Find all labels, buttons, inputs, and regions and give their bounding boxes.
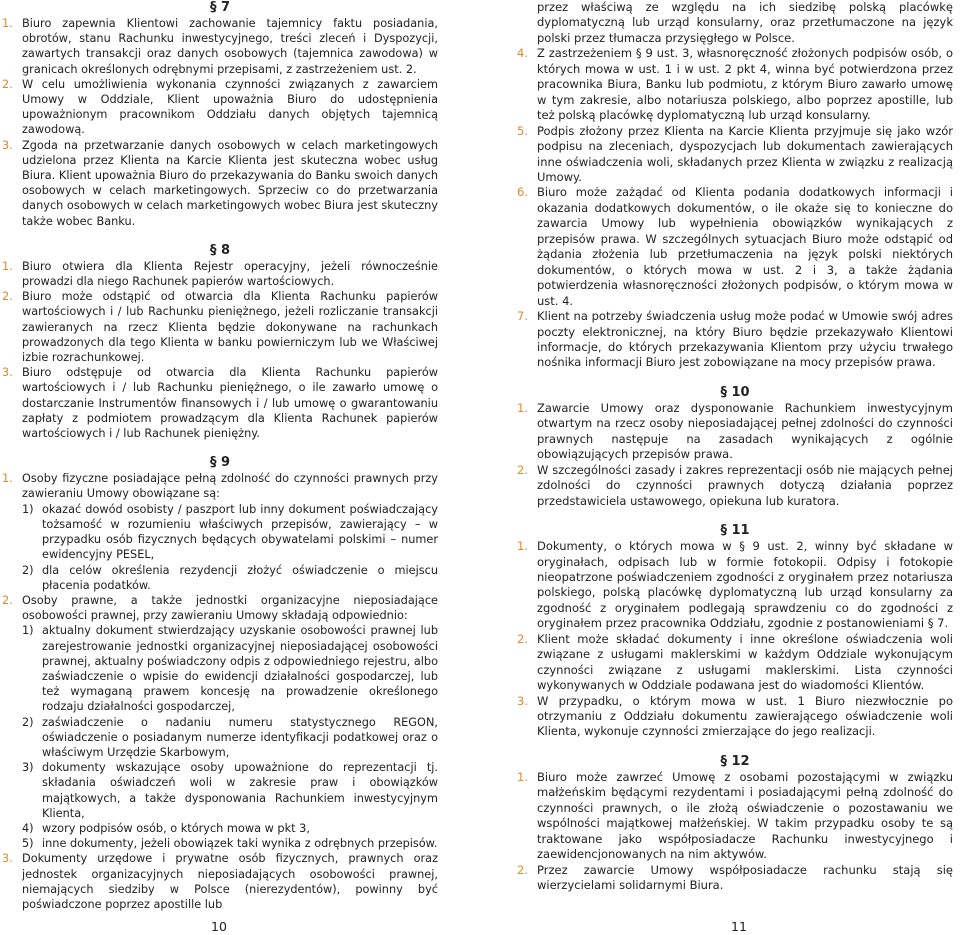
section-title-8: § 8 (209, 242, 231, 258)
s9-item-1-sub-2: 2) dla celów określenia rezydencji złożyć oświadczenie o miejscu płacenia podatków. (22, 563, 438, 592)
s9-item-3: 3. Dokumenty urzędowe i prywatne osób fizycznych, prawnych oraz jednostek organizacyjnych nieposiadających osobowości prawnej, niemających siedziby w Polsce (nierezydentów), powinny być poświadczone poprzez apostille lub (2, 852, 438, 911)
s9-item-3-continued: przez właściwą ze względu na ich siedzibę polską placówkę dyplomatyczną lub urząd konsularny, oraz przetłumaczone na język polski przez tłumacza przysięgłego w Polsce. (537, 0, 953, 45)
section-title-12: § 12 (720, 753, 750, 769)
s12-item-2: 2. Przez zawarcie Umowy współposiadacze rachunku stają się wierzycielami solidarnymi Biura. (517, 862, 953, 893)
section-title-10: § 10 (720, 384, 750, 400)
page-number-right: 11 (731, 919, 747, 934)
s9-item-2-sub-2: 2) zaświadczenie o nadaniu numeru statystycznego REGON, oświadczenie o posiadanym numerze identyfikacji podatkowej oraz o właściwym Urzędzie Skarbowym, (22, 715, 438, 759)
s9-item-2-sub-3: 3) dokumenty wskazujące osoby upoważnione do reprezentacji tj. składania oświadczeń woli w zakresie praw i obowiązków majątkowych, a także dysponowania Rachunkiem inwestycyjnym Klienta, (22, 761, 438, 820)
s8-item-3: 3. Biuro odstępuje od otwarcia dla Klienta Rachunku papierów wartościowych i / lub Rachunku pieniężnego, o ile zawarło umowę o dostarczanie Instrumentów finansowych i / lub umowę o gwarantowaniu zapłaty z podmiotem prowadzącym dla Klienta Rachunek papierów wartościowych i / lub Rachunek pieniężny. (2, 366, 438, 441)
s9-item-1: 1. Osoby fizyczne posiadające pełną zdolność do czynności prawnych przy zawieraniu Umowy obowiązane są: (2, 472, 438, 501)
s12-item-1: 1. Biuro może zawrzeć Umowę z osobami pozostającymi w związku małżeńskim będącymi rezydentami i posiadającymi pełną zdolność do czynności prawnych, o ile złożą oświadczenie o pozostawaniu we wspólności majątkowej małżeńskiej. W takim przypadku osoby te są traktowane jako współposiadacze Rachunku inwestycyjnego i zaewidencjonowanych na nim aktywów. (517, 769, 953, 862)
s9-item-1-sub-1: 1) okazać dowód osobisty / paszport lub inny dokument poświadczający tożsamość w rozumieniu właściwych przepisów, zawierający – w przypadku osób fizycznych będących obywatelami polskimi – numer ewidencyjny PESEL, (22, 502, 438, 562)
s9-item-4: 4. Z zastrzeżeniem § 9 ust. 3, własnoręczność złożonych podpisów osób, o których mowa w ust. 1 i w ust. 2 pkt 4, winna być potwierdzona przez pracownika Biura, Banku lub podmiotu, z którym Biuro zawarło umowę w tym zakresie, albo notariusza polskiego, albo poprzez apostille, lub też polską placówkę dyplomatyczną lub urząd konsularny. (517, 46, 953, 123)
s11-item-3: 3. W przypadku, o którym mowa w ust. 1 Biuro niezwłocznie po otrzymaniu z Oddziału dokumentu zawierającego oświadczenie woli Klienta, wykonuje czynności zmierzające do jego realizacji. (517, 693, 953, 739)
s7-item-3: 3. Zgoda na przetwarzanie danych osobowych w celach marketingowych udzielona przez Klienta na Karcie Klienta jest skuteczna wobec usług Biura. Klient upoważnia Biuro do przekazywania do Banku swoich danych osobowych w celach marketingowych. Sprzeciw co do przetwarzania danych osobowych w celach marketingowych wobec Biura jest skuteczny także wobec Banku. (2, 138, 438, 228)
s9-item-2: 2. Osoby prawne, a także jednostki organizacyjne nieposiadające osobowości prawnej, przy zawieraniu Umowy składają odpowiednio: (2, 593, 438, 623)
s7-item-1: 1. Biuro zapewnia Klientowi zachowanie tajemnicy faktu posiadania, obrotów, stanu Rachunku inwestycyjnego, treści zleceń i Dyspozycji, zawartych transakcji oraz danych osobowych (tajemnica zawodowa) w granicach określonych odrębnymi przepisami, z zastrzeżeniem ust. 2. (2, 17, 438, 76)
s9-item-2-sub-1: 1) aktualny dokument stwierdzający uzyskanie osobowości prawnej lub zarejestrowanie jednostki organizacyjnej nieposiadającej osobowości prawnej, aktualny poświadczony odpis z odpowiedniego rejestru, albo zaświadczenie o wpisie do ewidencji działalności gospodarczej, lub też wymaganą prawem koncesję na prowadzenie określonego rodzaju działalności gospodarczej, (22, 624, 438, 714)
s9-item-6: 6. Biuro może zażądać od Klienta podania dodatkowych informacji i okazania dodatkowych dokumentów, o ile okaże się to konieczne do zawarcia Umowy lub wypełnienia obowiązków wynikających z przepisów prawa. W szczególnych sytuacjach Biuro może odstąpić od żądania złożenia lub przetłumaczenia na język polski niektórych dokumentów, o których mowa w ust. 2 i 3, a także żądania potwierdzenia własnoręczności złożonych podpisów, o którym mowa w ust. 4. (517, 185, 953, 308)
s10-item-1: 1. Zawarcie Umowy oraz dysponowanie Rachunkiem inwestycyjnym otwartym na rzecz osoby nieposiadającej pełnej zdolności do czynności prawnych następuje na zasadach wynikających z ogólnie obowiązujących przepisów prawa. (517, 400, 953, 462)
s9-item-2-sub-4: 4) wzory podpisów osób, o których mowa w pkt 3, (22, 821, 310, 835)
s9-item-5: 5. Podpis złożony przez Klienta na Karcie Klienta przyjmuje się jako wzór podpisu na zleceniach, dyspozycjach lub dokumentach zawierających inne oświadczenia woli, składanych przez Klienta w związku z realizacją Umowy. (517, 123, 953, 184)
page-number-left: 10 (211, 919, 227, 934)
section-title-9: § 9 (209, 455, 231, 471)
s9-item-2-sub-5: 5) inne dokumenty, jeżeli obowiązek taki wynika z odrębnych przepisów. (22, 837, 438, 851)
s8-item-1: 1. Biuro otwiera dla Klienta Rejestr operacyjny, jeżeli równocześnie prowadzi dla niego Rachunek papierów wartościowych. (2, 259, 438, 289)
s11-item-2: 2. Klient może składać dokumenty i inne określone oświadczenia woli związane z usługami maklerskimi w każdym Oddziale wykonującym czynności związane z usługami maklerskimi. Lista czynności wykonywanych w Oddziale podawana jest do wiadomości Klientów. (517, 631, 953, 693)
s7-item-2: 2. W celu umożliwienia wykonania czynności związanych z zawarciem Umowy w Oddziale, Klient upoważnia Biuro do udostępnienia upoważnionym pracownikom Oddziału danych objętych tajemnicą zawodową. (2, 77, 438, 137)
s9-item-7: 7. Klient na potrzeby świadczenia usług może podać w Umowie swój adres poczty elektronicznej, na który Biuro będzie przekazywało Klientowi informacje, do których przekazywania Klientom przy użyciu trwałego nośnika informacji Biuro jest zobowiązane na mocy przepisów prawa. (517, 309, 953, 370)
s8-item-2: 2. Biuro może odstąpić od otwarcia dla Klienta Rachunku papierów wartościowych i / lub Rachunku pieniężnego, jeżeli rozliczanie transakcji zawieranych na rzecz Klienta będzie dokonywane na rachunkach prowadzonych dla tego Klienta w banku powierniczym lub we Właściwej izbie rozrachunkowej. (2, 290, 438, 365)
s10-item-2: 2. W szczególności zasady i zakres reprezentacji osób nie mających pełnej zdolności do czynności prawnych dotyczą działania poprzez przedstawiciela ustawowego, opiekuna lub kuratora. (517, 462, 953, 508)
right-column (517, 0, 953, 894)
section-title-11: § 11 (720, 523, 750, 539)
s11-item-1: 1. Dokumenty, o których mowa w § 9 ust. 2, winny być składane w oryginałach, odpisach lub w formie fotokopii. Odpisy i fotokopie nieopatrzone poświadczeniem zgodności z oryginałem przez notariusza polskiego, polską placówkę dyplomatyczną lub urząd konsularny za zgodność z oryginałem podlegają sprawdzeniu co do zgodności z oryginałem przez pracownika Oddziału, zgodnie z postanowieniami § 7. (517, 539, 953, 631)
left-column (2, 0, 438, 912)
section-title-7: § 7 (209, 0, 231, 15)
